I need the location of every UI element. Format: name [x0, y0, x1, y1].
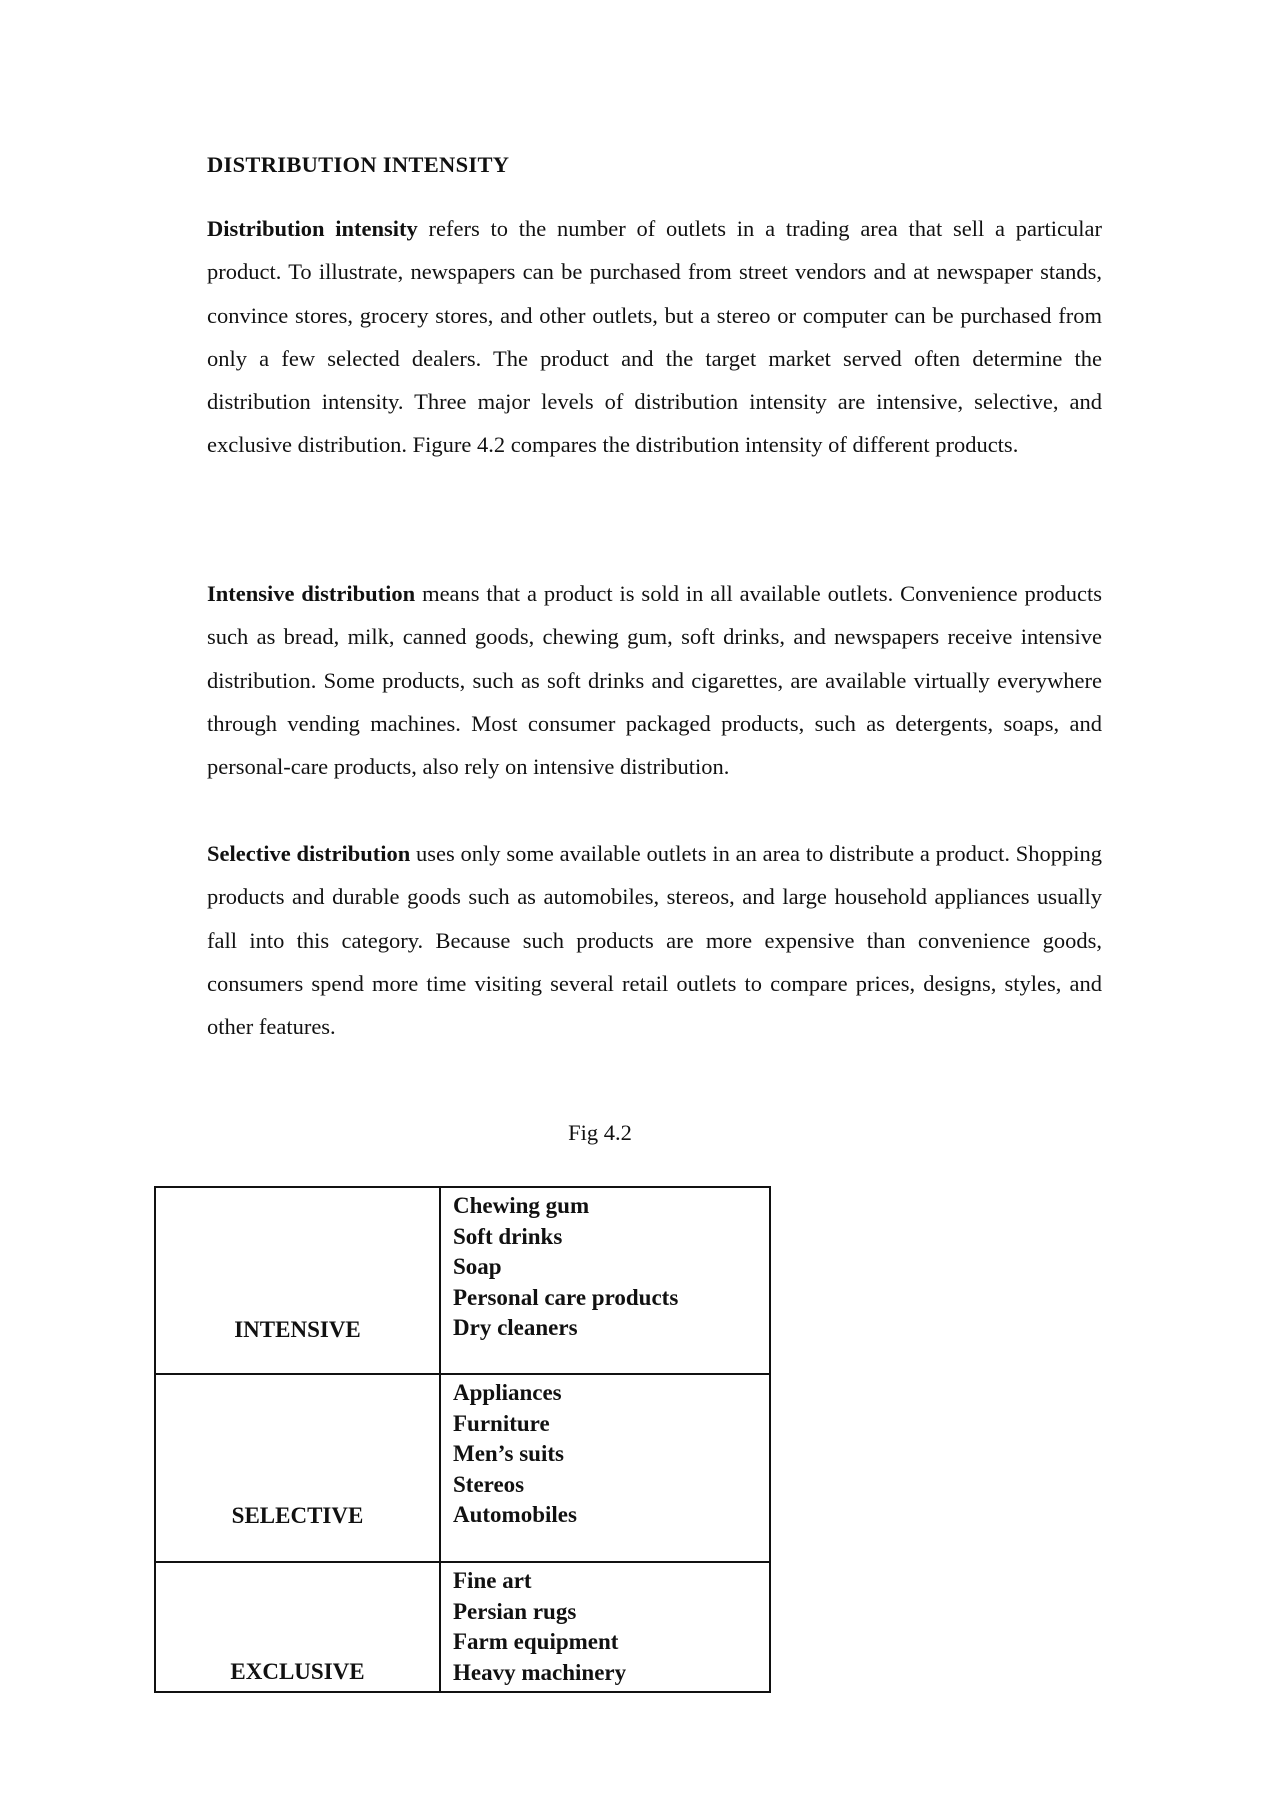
paragraph-text: means that a product is sold in all available outlets. Convenience products such as bread, milk, canned goods, chewing gum, soft drinks, and newspapers receive intensive distribution. Some products, such as soft drinks and cigarettes, are available virtually everywhere through vending machines. Most consumer packaged products, such as detergents, soaps, and personal-care products, also rely on intensive distribution.: [207, 581, 1102, 780]
items-cell: [440, 1187, 770, 1374]
list-item: Chewing gum: [453, 1193, 590, 1218]
term-selective-distribution: Selective distribution: [207, 841, 411, 866]
table-row: [155, 1562, 770, 1692]
list-item: Soft drinks: [453, 1223, 563, 1249]
paragraph-selective-distribution: [207, 832, 1102, 1048]
distribution-intensity-table: [154, 1186, 771, 1693]
level-cell: INTENSIVE: [155, 1187, 440, 1374]
list-item: Fine art: [453, 1568, 532, 1593]
term-distribution-intensity: Distribution intensity: [207, 216, 418, 241]
paragraph-intensive-distribution: [207, 572, 1102, 788]
list-item: Heavy machinery: [453, 1659, 627, 1685]
list-item: Automobiles: [453, 1502, 577, 1527]
section-heading: DISTRIBUTION INTENSITY: [207, 152, 510, 177]
level-cell: SELECTIVE: [155, 1374, 440, 1562]
paragraph-text: refers to the number of outlets in a trading area that sell a particular product. To illustrate, newspapers can be purchased from street vendors and at newspaper stands, convince stores, grocery stores, and other outlets, but a stereo or computer can be purchased from only a few selected dealers. The product and the target market served often determine the distribution intensity. Three major levels of distribution intensity are intensive, selective, and exclusive distribution. Figure 4.2 compares the distribution intensity of different products.: [207, 216, 1102, 458]
table-row: [155, 1187, 770, 1374]
items-cell: [440, 1562, 770, 1692]
list-item: Farm equipment: [453, 1629, 619, 1654]
paragraph-distribution-intensity: [207, 207, 1102, 467]
items-cell: [440, 1374, 770, 1562]
figure-caption: Fig 4.2: [568, 1120, 632, 1145]
table-row: [155, 1374, 770, 1562]
list-item: Appliances: [453, 1380, 562, 1405]
list-item: Personal care products: [453, 1284, 679, 1310]
list-item: Furniture: [453, 1410, 550, 1436]
list-item: Stereos: [453, 1471, 525, 1497]
paragraph-text: uses only some available outlets in an area to distribute a product. Shopping products and durable goods such as automobiles, stereos, and large household appliances usually fall into this category. Because such products are more expensive than convenience goods, consumers spend more time visiting several retail outlets to compare prices, designs, styles, and other features.: [207, 841, 1102, 1040]
level-cell: EXCLUSIVE: [155, 1562, 440, 1692]
list-item: Soap: [453, 1254, 502, 1279]
term-intensive-distribution: Intensive distribution: [207, 581, 416, 606]
list-item: Persian rugs: [453, 1598, 577, 1624]
list-item: Men’s suits: [453, 1441, 564, 1466]
list-item: Dry cleaners: [453, 1315, 578, 1340]
